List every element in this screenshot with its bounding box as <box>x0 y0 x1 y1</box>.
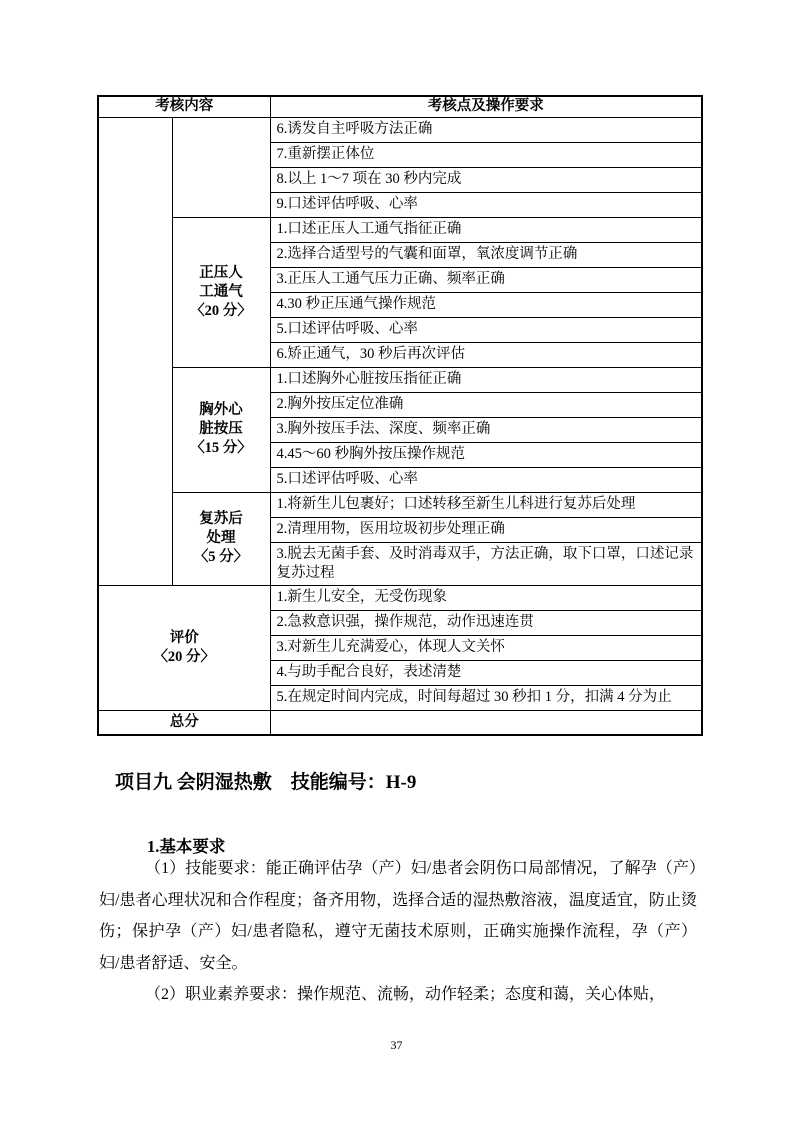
section-label-chest-compression <box>172 367 270 492</box>
page-number: 37 <box>390 1038 403 1052</box>
section-label-post-resuscitation <box>172 492 270 585</box>
criteria-cell: 2.清理用物，医用垃圾初步处理正确 <box>270 517 702 542</box>
criteria-cell: 2.选择合适型号的气囊和面罩，氧浓度调节正确 <box>270 242 702 267</box>
criteria-cell: 2.急救意识强，操作规范，动作迅速连贯 <box>270 610 702 635</box>
criteria-cell: 9.口述评估呼吸、心率 <box>270 192 702 217</box>
table-header-content: 考核内容 <box>98 96 270 117</box>
section-label-evaluation <box>98 585 270 710</box>
criteria-cell: 6.矫正通气，30 秒后再次评估 <box>270 342 702 367</box>
table-header-points: 考核点及操作要求 <box>270 96 702 117</box>
continuation-section-cell <box>172 117 270 217</box>
section-label-positive-pressure-ventilation <box>172 217 270 367</box>
criteria-cell: 3.胸外按压手法、深度、频率正确 <box>270 417 702 442</box>
section-score-line: 〈15 分〉 <box>190 440 252 456</box>
basic-requirements-body <box>99 853 697 1011</box>
criteria-cell: 5.口述评估呼吸、心率 <box>270 317 702 342</box>
basic-requirements-title: 1.基本要求 <box>147 837 226 856</box>
section-score-line: 〈20 分〉 <box>153 648 216 665</box>
criteria-cell: 4.与助手配合良好，表述清楚 <box>270 660 702 685</box>
criteria-cell: 1.口述胸外心脏按压指征正确 <box>270 367 702 392</box>
section-label-line: 复苏后 <box>199 511 243 527</box>
criteria-cell: 1.口述正压人工通气指征正确 <box>270 217 702 242</box>
section-label-line: 工通气 <box>199 283 243 300</box>
assessment-table <box>97 95 703 736</box>
criteria-cell: 7.重新摆正体位 <box>270 142 702 167</box>
skill-requirements-paragraph: （1）技能要求：能正确评估孕（产）妇/患者会阴伤口局部情况，了解孕（产）妇/患者心理状况和合作程度；备齐用物，选择合适的湿热敷溶液，温度适宜，防止烫伤；保护孕（产）妇/患者隐私，遵守无菌技术原则，正确实施操作流程，孕（产）妇/患者舒适、安全。 <box>99 860 697 972</box>
professional-quality-paragraph: （2）职业素养要求：操作规范、流畅，动作轻柔；态度和蔼，关心体贴， <box>145 986 666 1003</box>
criteria-cell: 5.在规定时间内完成，时间每超过 30 秒扣 1 分，扣满 4 分为止 <box>270 685 702 710</box>
criteria-cell: 1.新生儿安全，无受伤现象 <box>270 585 702 610</box>
section-label-line: 胸外心 <box>199 402 243 418</box>
criteria-cell: 4.30 秒正压通气操作规范 <box>270 292 702 317</box>
section-score-line: 〈5 分〉 <box>193 549 249 565</box>
criteria-cell: 3.正压人工通气压力正确、频率正确 <box>270 267 702 292</box>
section-score-line: 〈20 分〉 <box>190 302 252 319</box>
total-score-label: 总分 <box>98 710 270 735</box>
project-heading: 项目九 会阴湿热敷 技能编号：H-9 <box>115 772 417 793</box>
criteria-cell: 1.将新生儿包裹好；口述转移至新生儿科进行复苏后处理 <box>270 492 702 517</box>
criteria-cell: 4.45～60 秒胸外按压操作规范 <box>270 442 702 467</box>
outer-content-cell <box>98 117 172 585</box>
criteria-cell: 3.脱去无菌手套、及时消毒双手，方法正确，取下口罩，口述记录复苏过程 <box>270 542 702 585</box>
section-label-line: 评价 <box>169 629 199 646</box>
total-score-value-cell <box>270 710 702 735</box>
criteria-cell: 8.以上 1～7 项在 30 秒内完成 <box>270 167 702 192</box>
criteria-cell: 2.胸外按压定位准确 <box>270 392 702 417</box>
section-label-line: 正压人 <box>199 264 243 281</box>
criteria-cell: 6.诱发自主呼吸方法正确 <box>270 117 702 142</box>
section-label-line: 脏按压 <box>199 421 243 437</box>
section-label-line: 处理 <box>206 530 236 546</box>
criteria-cell: 5.口述评估呼吸、心率 <box>270 467 702 492</box>
criteria-cell: 3.对新生儿充满爱心，体现人文关怀 <box>270 635 702 660</box>
